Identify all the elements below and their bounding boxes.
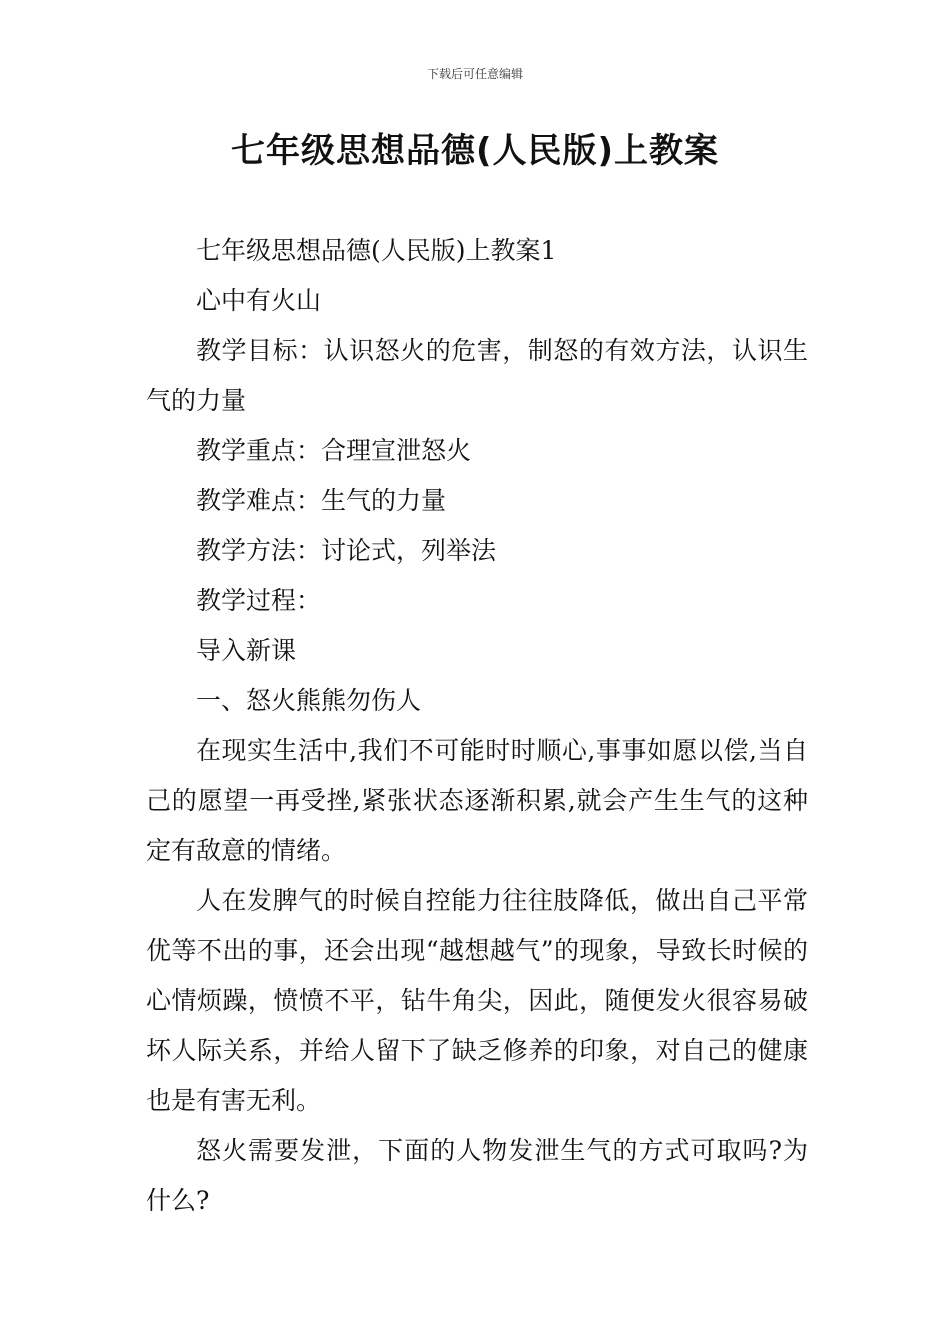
paragraph-method: 教学方法：讨论式，列举法 xyxy=(196,536,497,565)
paragraph-introduction: 导入新课 xyxy=(196,636,297,665)
document-title: 七年级思想品德(人民版)上教案 xyxy=(230,131,720,171)
paragraph-section-one-heading: 一、怒火熊熊勿伤人 xyxy=(196,686,422,715)
paragraph-lesson-topic: 心中有火山 xyxy=(196,286,322,315)
paragraph-question: 怒火需要发泄，下面的人物发泄生气的方式可取吗?为什么? xyxy=(146,1136,808,1215)
paragraph-key-point: 教学重点：合理宣泄怒火 xyxy=(196,436,472,465)
paragraph-process-heading: 教学过程： xyxy=(196,586,322,615)
paragraph-body: 人在发脾气的时候自控能力往往肢降低，做出自己平常优等不出的事，还会出现“越想越气”的现象，导致长时候的心情烦躁，愤愤不平，钻牛角尖，因此，随便发火很容易破坏人际关系，并给人留下了缺乏修养的印象，对自己的健康也是有害无利。 xyxy=(146,886,808,1115)
paragraph-difficulty: 教学难点：生气的力量 xyxy=(196,486,447,515)
document-body xyxy=(146,226,808,1226)
paragraph-teaching-goals: 教学目标：认识怒火的危害，制怒的有效方法，认识生气的力量 xyxy=(146,336,808,415)
paragraph-body: 在现实生活中,我们不可能时时顺心,事事如愿以偿,当自己的愿望一再受挫,紧张状态逐渐积累,就会产生生气的这种定有敌意的情绪。 xyxy=(146,736,808,865)
header-note: 下载后可任意编辑 xyxy=(426,67,523,81)
paragraph-subtitle: 七年级思想品德(人民版)上教案1 xyxy=(196,236,557,265)
